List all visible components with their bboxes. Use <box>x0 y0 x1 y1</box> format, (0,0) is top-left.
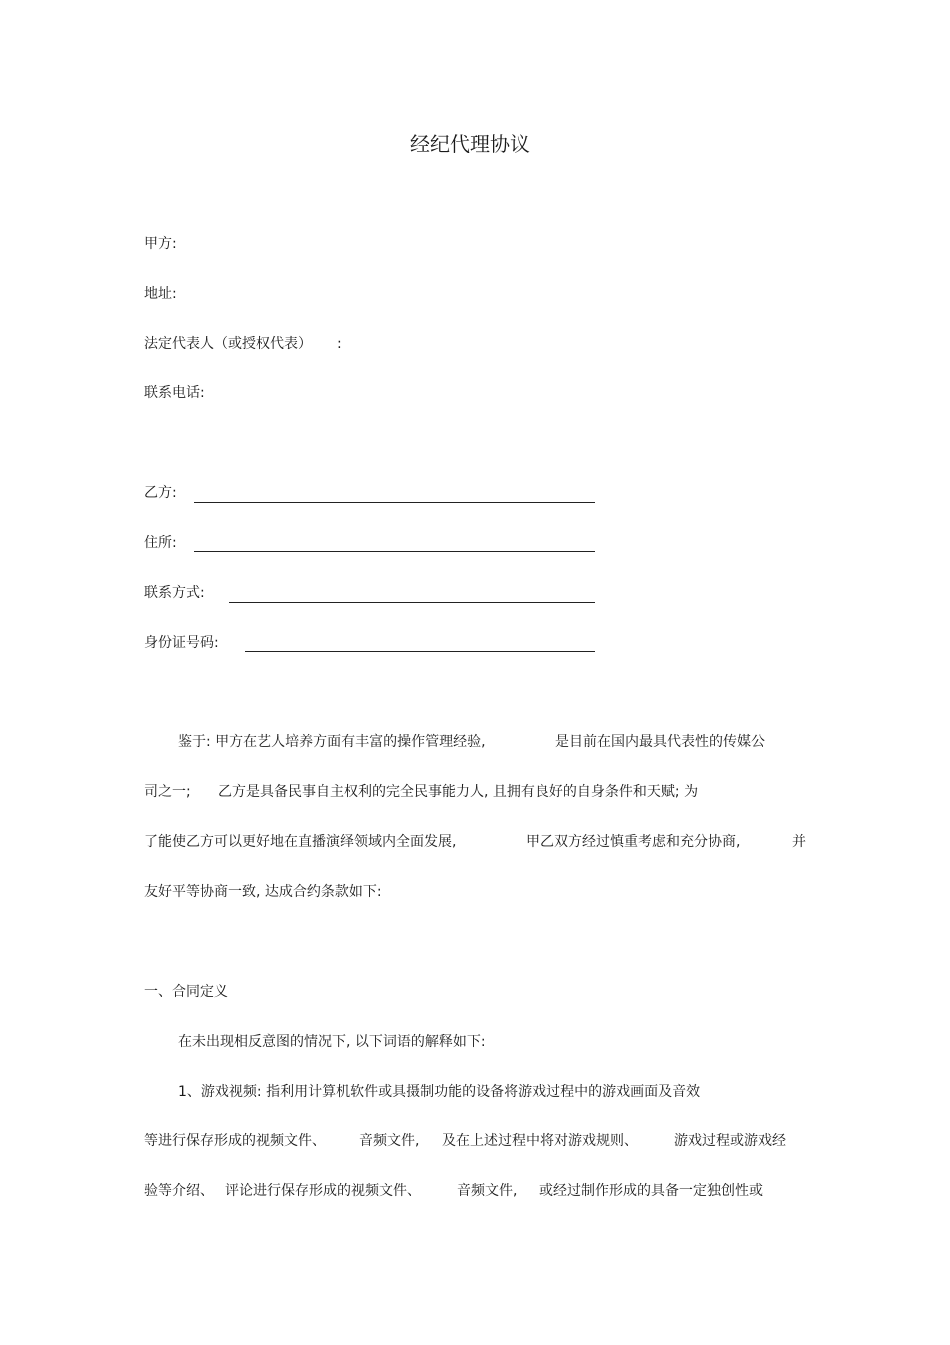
party-a-name-label: 甲方: <box>144 236 177 252</box>
preamble-line3-c: 并 <box>792 834 806 850</box>
preamble-line4: 友好平等协商一致, 达成合约条款如下: <box>144 884 382 900</box>
preamble-line1-a: 鉴于: 甲方在艺人培养方面有丰富的操作管理经验, <box>178 734 486 750</box>
document-title: 经纪代理协议 <box>410 132 530 156</box>
section1-item1-line3-b: 评论进行保存形成的视频文件、 <box>225 1183 421 1199</box>
section1-intro: 在未出现相反意图的情况下, 以下词语的解释如下: <box>178 1034 486 1050</box>
preamble-line2-b: 乙方是具备民事自主权利的完全民事能力人, 且拥有良好的自身条件和天赋; 为 <box>218 784 699 800</box>
party-a-rep-label: 法定代表人（或授权代表） <box>144 336 312 352</box>
party-b-name-field[interactable] <box>194 502 595 503</box>
section1-item1-line3-c: 音频文件, <box>457 1183 518 1199</box>
section1-item1-line3-a: 验等介绍、 <box>144 1183 214 1199</box>
section1-item1-line2-c: 及在上述过程中将对游戏规则、 <box>442 1133 638 1149</box>
preamble-line1-b: 是目前在国内最具代表性的传媒公 <box>555 734 765 750</box>
section1-item1-line2-a: 等进行保存形成的视频文件、 <box>144 1133 326 1149</box>
section1-item1-line3-d: 或经过制作形成的具备一定独创性或 <box>539 1183 763 1199</box>
party-b-contact-field[interactable] <box>229 602 595 603</box>
section1-heading: 一、合同定义 <box>144 984 228 1000</box>
preamble-line3-b: 甲乙双方经过慎重考虑和充分协商, <box>526 834 741 850</box>
party-b-residence-label: 住所: <box>144 535 177 551</box>
preamble-line3-a: 了能使乙方可以更好地在直播演绎领域内全面发展, <box>144 834 457 850</box>
party-b-name-label: 乙方: <box>144 485 177 501</box>
section1-item1-line1: 1、游戏视频: 指利用计算机软件或具摄制功能的设备将游戏过程中的游戏画面及音效 <box>178 1084 701 1100</box>
preamble-line2-a: 司之一; <box>144 784 191 800</box>
section1-item1-line2-b: 音频文件, <box>359 1133 420 1149</box>
party-a-phone-label: 联系电话: <box>144 385 205 401</box>
party-a-rep-colon: : <box>337 336 342 352</box>
party-b-contact-label: 联系方式: <box>144 585 205 601</box>
party-b-residence-field[interactable] <box>194 551 595 552</box>
party-b-id-label: 身份证号码: <box>144 635 219 651</box>
section1-item1-line2-d: 游戏过程或游戏经 <box>674 1133 786 1149</box>
party-b-id-field[interactable] <box>245 651 595 652</box>
party-a-address-label: 地址: <box>144 286 177 302</box>
